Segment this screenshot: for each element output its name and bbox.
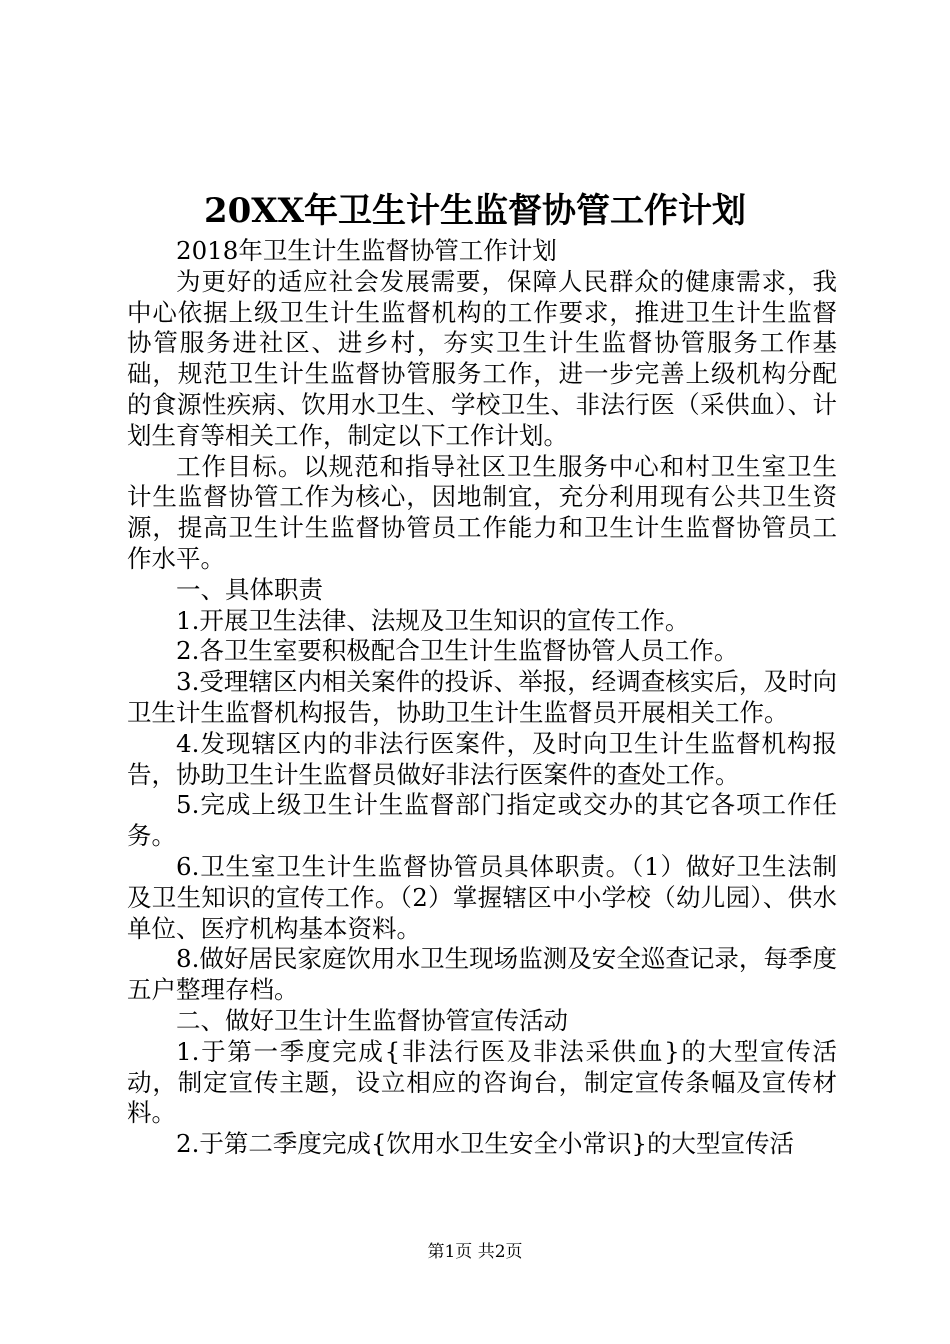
duty-item-4: 4.发现辖区内的非法行医案件，及时向卫生计生监督机构报告，协助卫生计生监督员做好非法行医案件的查处工作。 <box>127 728 837 789</box>
document-title: 20XX年卫生计生监督协管工作计划 <box>203 191 747 231</box>
subtitle-paragraph: 2018年卫生计生监督协管工作计划 <box>176 236 557 265</box>
publicity-item-2: 2.于第二季度完成{饮用水卫生安全小常识}的大型宣传活 <box>176 1129 795 1159</box>
page-footer: 第1页 共2页 <box>427 1242 523 1262</box>
duty-item-1: 1.开展卫生法律、法规及卫生知识的宣传工作。 <box>176 605 690 635</box>
goal-paragraph: 工作目标。以规范和指导社区卫生服务中心和村卫生室卫生计生监督协管工作为核心，因地制宜，充分利用现有公共卫生资源，提高卫生计生监督协管员工作能力和卫生计生监督协管员工作水平。 <box>127 451 837 573</box>
duty-item-8: 8.做好居民家庭饮用水卫生现场监测及安全巡查记录，每季度五户整理存档。 <box>127 944 837 1005</box>
duty-item-2: 2.各卫生室要积极配合卫生计生监督协管人员工作。 <box>176 636 739 666</box>
duty-item-6: 6.卫生室卫生计生监督协管员具体职责。（1）做好卫生法制及卫生知识的宣传工作。（2）掌握辖区中小学校（幼儿园）、供水单位、医疗机构基本资料。 <box>127 851 837 943</box>
duty-item-5: 5.完成上级卫生计生监督部门指定或交办的其它各项工作任务。 <box>127 790 837 851</box>
publicity-item-1: 1.于第一季度完成{非法行医及非法采供血}的大型宣传活动，制定宣传主题，设立相应的咨询台，制定宣传条幅及宣传材料。 <box>127 1036 837 1128</box>
section-heading-publicity: 二、做好卫生计生监督协管宣传活动 <box>176 1005 568 1035</box>
document-body <box>127 236 837 1160</box>
intro-paragraph: 为更好的适应社会发展需要，保障人民群众的健康需求，我中心依据上级卫生计生监督机构的工作要求，推进卫生计生监督协管服务进社区、进乡村，夯实卫生计生监督协管服务工作基础，规范卫生计生监督协管服务工作，进一步完善上级机构分配的食源性疾病、饮用水卫生、学校卫生、非法行医（采供血）、计划生育等相关工作，制定以下工作计划。 <box>127 266 837 450</box>
duty-item-3: 3.受理辖区内相关案件的投诉、举报，经调查核实后，及时向卫生计生监督机构报告，协助卫生计生监督员开展相关工作。 <box>127 667 837 727</box>
section-heading-duties: 一、具体职责 <box>176 574 323 604</box>
